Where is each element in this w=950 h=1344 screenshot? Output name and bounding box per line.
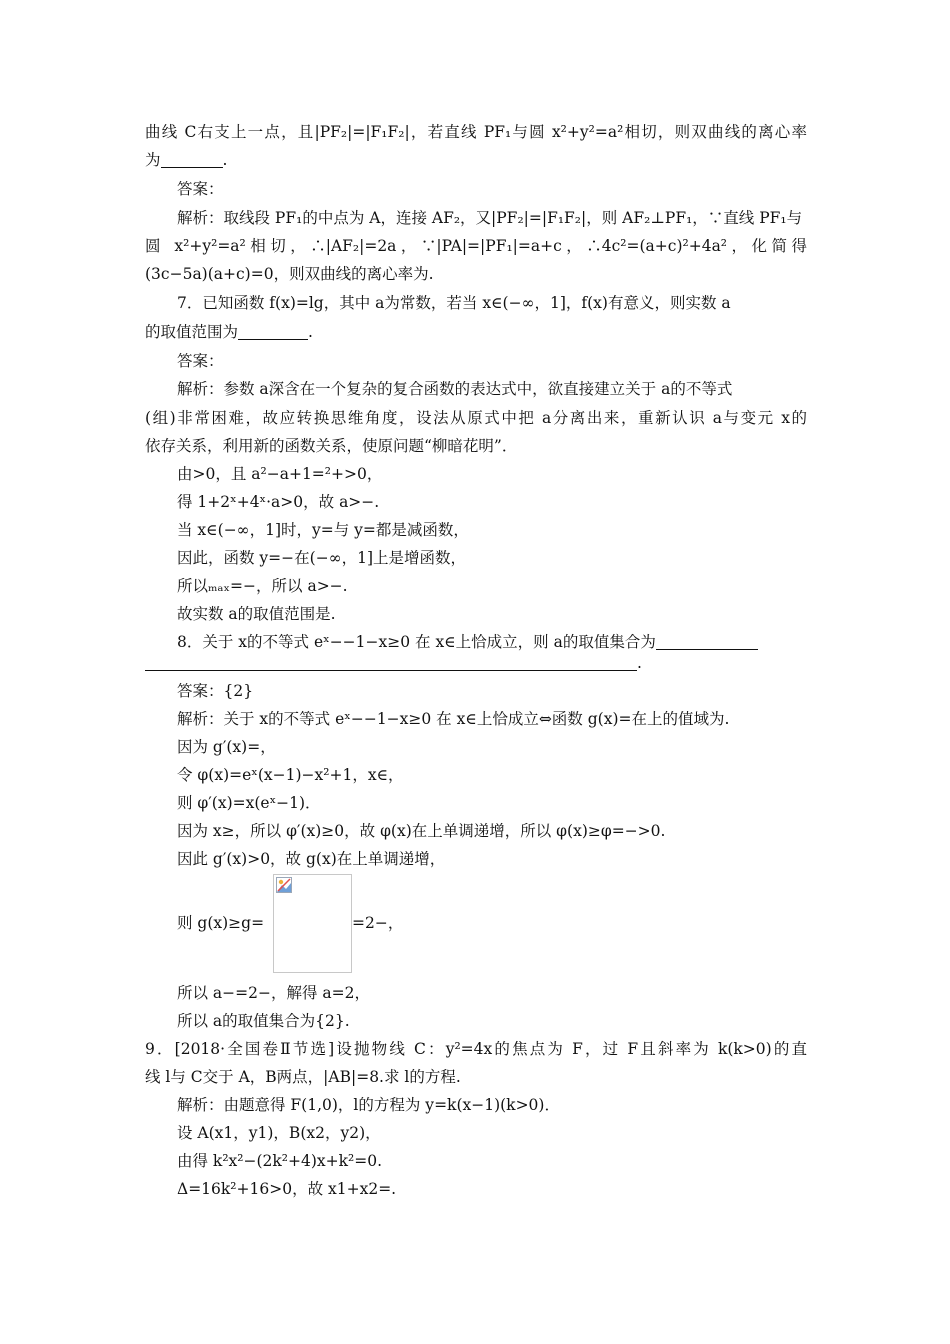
text-line: 为 . xyxy=(145,151,228,169)
text-line: 令 φ(x)=eˣ(x−1)−x²+1，x∈， xyxy=(177,766,404,784)
question-9: 9．[2018·全国卷Ⅱ节选]设抛物线 C：y²=4x的焦点为 F，过 F且斜率为 k(k>0)的直 xyxy=(145,1040,807,1058)
text-line: 线 l与 C交于 A，B两点，|AB|=8.求 l的方程. xyxy=(145,1068,461,1086)
text-line: 因为 g′(x)=， xyxy=(177,738,276,756)
broken-image-icon xyxy=(276,877,292,893)
text-line: 则 g(x)≥g= xyxy=(177,914,265,932)
text-line: 设 A(x1，y1)，B(x2，y2)， xyxy=(177,1124,381,1142)
text-line: 所以ₘₐₓ=−，所以 a>−. xyxy=(177,577,348,595)
text-line: 答案： xyxy=(177,180,224,198)
answer-blank xyxy=(145,654,637,671)
text-line: 因此，函数 y=−在(−∞，1]上是增函数， xyxy=(177,549,467,567)
text-line: =2−， xyxy=(352,914,404,932)
answer-blank xyxy=(161,151,223,168)
text-line: 得 1+2ˣ+4ˣ·a>0，故 a>−. xyxy=(177,493,380,511)
text-line: 解析：取线段 PF₁的中点为 A，连接 AF₂，又|PF₂|=|F₁F₂|，则 AF₂⊥PF₁，∵直线 PF₁与 xyxy=(177,209,803,227)
answer-blank xyxy=(238,323,308,340)
text-line: 解析：关于 x的不等式 eˣ−−1−x≥0 在 x∈上恰成立⇔函数 g(x)=在上的值域为. xyxy=(177,710,730,728)
question-7: 7．已知函数 f(x)=lg，其中 a为常数，若当 x∈(−∞，1]，f(x)有意义，则实数 a xyxy=(177,294,731,312)
text-line: 所以 a的取值集合为{2}. xyxy=(177,1012,350,1030)
missing-image-box xyxy=(273,874,352,973)
text-line: 曲线 C右支上一点，且|PF₂|=|F₁F₂|，若直线 PF₁与圆 x²+y²=a²相切，则双曲线的离心率 xyxy=(145,123,807,141)
text-line: 解析：由题意得 F(1,0)，l的方程为 y=k(x−1)(k>0)． xyxy=(177,1096,560,1114)
text-line: 由>0，且 a²−a+1=²+>0， xyxy=(177,465,383,483)
text-line: 圆 x²+y²=a²相切，∴|AF₂|=2a，∵|PA|=|PF₁|=a+c，∴4c²=(a+c)²+4a²，化简得 xyxy=(145,237,807,255)
text-line: 由得 k²x²−(2k²+4)x+k²=0. xyxy=(177,1152,382,1170)
text-line: 则 φ′(x)=x(eˣ−1)． xyxy=(177,794,321,812)
text-line: 答案： xyxy=(177,352,224,370)
text-line: 答案：{2} xyxy=(177,682,254,700)
answer-blank xyxy=(656,633,758,650)
text-line: 因此 g′(x)>0，故 g(x)在上单调递增， xyxy=(177,850,446,868)
text-line: . xyxy=(145,652,642,674)
text-line: 解析：参数 a深含在一个复杂的复合函数的表达式中，欲直接建立关于 a的不等式 xyxy=(177,380,733,398)
text-line: 依存关系，利用新的函数关系，使原问题“柳暗花明”． xyxy=(145,437,518,455)
text-line: 当 x∈(−∞，1]时，y=与 y=都是减函数， xyxy=(177,521,469,539)
text-line: Δ=16k²+16>0，故 x1+x2=. xyxy=(177,1180,397,1198)
text-line: 的取值范围为 . xyxy=(145,323,313,341)
text-line: (组)非常困难，故应转换思维角度，设法从原式中把 a分离出来，重新认识 a与变元 x的 xyxy=(145,409,807,427)
text-line: (3c−5a)(a+c)=0，则双曲线的离心率为. xyxy=(145,265,434,283)
question-8: 8．关于 x的不等式 eˣ−−1−x≥0 在 x∈上恰成立，则 a的取值集合为 xyxy=(177,631,758,653)
text-line: 故实数 a的取值范围是. xyxy=(177,605,336,623)
text-line: 所以 a−=2−，解得 a=2， xyxy=(177,984,371,1002)
text-line: 因为 x≥，所以 φ′(x)≥0，故 φ(x)在上单调递增，所以 φ(x)≥φ=−>0. xyxy=(177,822,666,840)
